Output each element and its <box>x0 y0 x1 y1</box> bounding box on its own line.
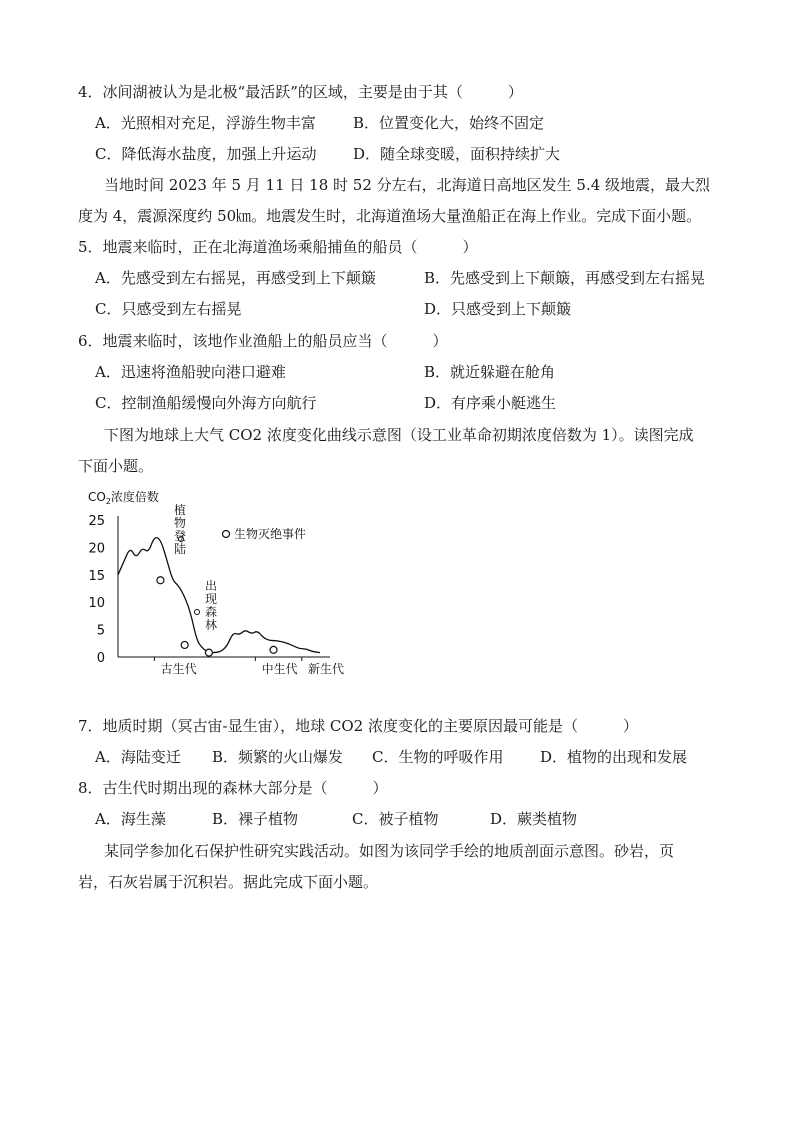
annotation-char: 陆 <box>174 542 187 556</box>
legend-marker <box>223 531 230 538</box>
extinction-event-marker <box>205 649 212 656</box>
q6-option-b: B．就近躲避在舱角 <box>424 363 556 381</box>
q8-option-b: B．裸子植物 <box>212 810 299 828</box>
y-tick-labels <box>88 514 105 666</box>
x-tick-label: 中生代 <box>261 662 298 676</box>
q7-option-d: D．植物的出现和发展 <box>540 748 688 766</box>
passage2-line1: 下图为地球上大气 CO2 浓度变化曲线示意图（设工业革命初期浓度倍数为 1）。读图完成 <box>104 426 694 444</box>
annotation-char: 物 <box>174 516 187 530</box>
q5-option-a: A．先感受到左右摇晃，再感受到上下颠簸 <box>95 269 376 287</box>
q7-option-a: A．海陆变迁 <box>95 748 181 766</box>
q4-option-c: C．降低海水盐度，加强上升运动 <box>95 145 317 163</box>
extinction-event-marker <box>157 577 164 584</box>
x-tick-labels <box>154 657 344 676</box>
x-tick-label: 古生代 <box>160 662 197 676</box>
q4-option-a: A．光照相对充足，浮游生物丰富 <box>95 114 316 132</box>
y-tick-label: 0 <box>96 651 105 666</box>
q6-stem: 6．地震来临时，该地作业渔船上的船员应当（ ） <box>78 332 448 350</box>
q7-option-c: C．生物的呼吸作用 <box>372 748 504 766</box>
passage3-line1: 某同学参加化石保护性研究实践活动。如图为该同学手绘的地质剖面示意图。砂岩，页 <box>104 842 675 860</box>
q8-option-a: A．海生藻 <box>95 810 166 828</box>
forest-appears-marker <box>195 610 200 615</box>
co2-curve <box>118 538 320 653</box>
q7-stem: 7．地质时期（冥古宙-显生宙），地球 CO2 浓度变化的主要原因最可能是（ ） <box>78 717 638 735</box>
annotation-char: 出 <box>205 579 218 593</box>
legend-label: 生物灭绝事件 <box>234 527 307 541</box>
q6-option-d: D．有序乘小艇逃生 <box>424 394 557 412</box>
q5-option-d: D．只感受到上下颠簸 <box>424 300 572 318</box>
y-tick-label: 10 <box>88 596 105 612</box>
annotation-plants-on-land <box>174 502 186 556</box>
q5-option-c: C．只感受到左右摇晃 <box>95 300 242 318</box>
passage1-line1: 当地时间 2023 年 5 月 11 日 18 时 52 分左右，北海道日高地区发生 5.4 级地震，最大烈 <box>104 176 711 194</box>
q4-option-d: D．随全球变暖，面积持续扩大 <box>353 145 561 163</box>
q8-option-d: D．蕨类植物 <box>490 810 578 828</box>
co2-concentration-chart <box>80 482 370 682</box>
q8-stem: 8．古生代时期出现的森林大部分是（ ） <box>78 779 388 797</box>
q4-option-b: B．位置变化大，始终不固定 <box>353 114 545 132</box>
y-tick-label: 25 <box>88 514 105 529</box>
q8-option-c: C．被子植物 <box>352 810 439 828</box>
q6-option-a: A．迅速将渔船驶向港口避难 <box>95 363 286 381</box>
annotation-char: 林 <box>205 618 218 632</box>
passage2-line2: 下面小题。 <box>78 457 154 475</box>
y-tick-label: 15 <box>88 568 105 584</box>
passage1-line2: 度为 4，震源深度约 50㎞。地震发生时，北海道渔场大量渔船正在海上作业。完成下面小题。 <box>78 207 702 225</box>
q4-stem: 4．冰间湖被认为是北极“最活跃”的区域，主要是由于其（ ） <box>78 83 523 101</box>
annotation-forest-appears <box>195 578 218 632</box>
q5-option-b: B．先感受到上下颠簸，再感受到左右摇晃 <box>424 269 706 287</box>
annotation-char: 森 <box>205 605 218 619</box>
annotation-char: 现 <box>205 592 218 606</box>
annotation-char: 植 <box>174 503 187 517</box>
extinction-event-marker <box>270 646 277 653</box>
q6-option-c: C．控制渔船缓慢向外海方向航行 <box>95 394 317 412</box>
svg-text:植物登陆 <box>174 502 186 556</box>
x-tick-label: 新生代 <box>308 662 345 676</box>
legend <box>223 526 307 541</box>
q5-stem: 5．地震来临时，正在北海道渔场乘船捕鱼的船员（ ） <box>78 238 478 256</box>
extinction-event-marker <box>181 641 188 648</box>
y-tick-label: 20 <box>88 541 105 557</box>
svg-text:出现森林 <box>205 578 217 632</box>
y-tick-label: 5 <box>96 623 105 639</box>
q7-option-b: B．频繁的火山爆发 <box>212 748 344 766</box>
annotation-char: 登 <box>174 529 187 543</box>
y-axis-title: $CO_2$浓度倍数 <box>88 490 159 506</box>
passage3-line2: 岩，石灰岩属于沉积岩。据此完成下面小题。 <box>78 873 379 891</box>
